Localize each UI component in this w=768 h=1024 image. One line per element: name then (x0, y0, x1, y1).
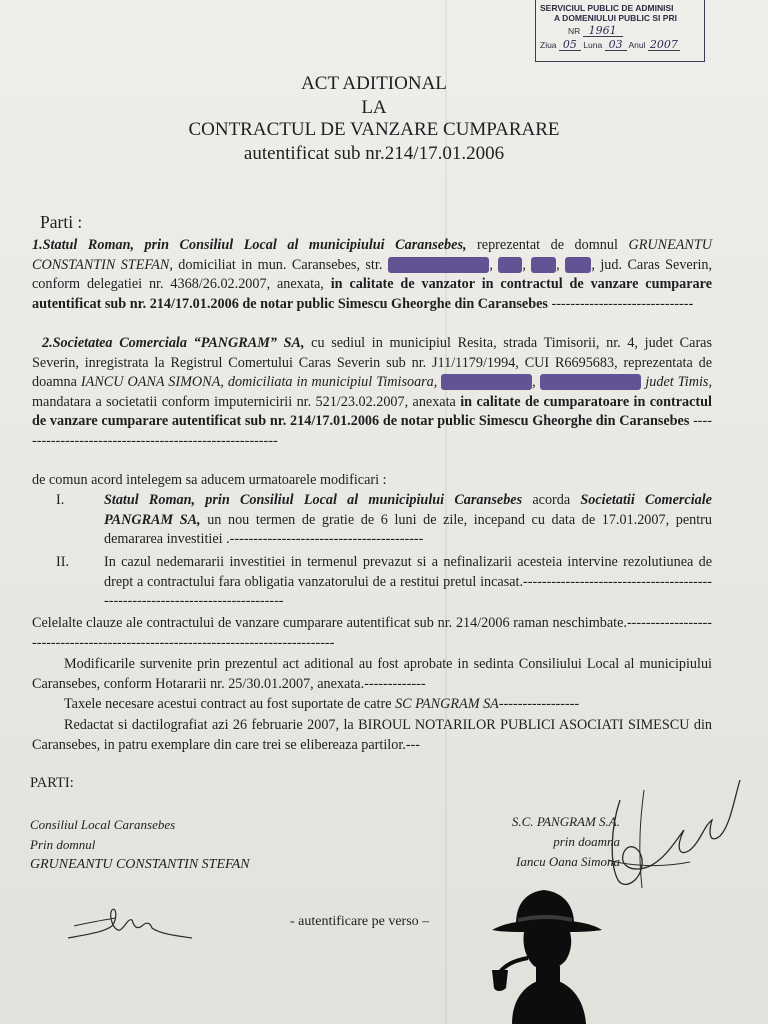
party-1-dashes: ------------------------------ (547, 295, 694, 312)
party-2-representative: IANCU OANA SIMONA, domiciliata in municipiul Timisoara, (80, 374, 442, 391)
sig-right-line-1: S.C. PANGRAM S.A. (511, 814, 620, 829)
redacted-apartment: ap. (567, 256, 590, 273)
item-party: Statul Roman, prin Consiliul Local al municipiului Caransebes (104, 492, 523, 508)
title-line-2: LA (361, 97, 387, 118)
party-2-text: mandatara a societatii conform imputernicirii nr. 521/23.02.2007, anexata (32, 393, 461, 410)
verso-note: - autentificare pe verso – (290, 914, 430, 929)
item-text: acorda (522, 492, 581, 508)
party-1-text: , domiciliat in mun. Caransebes, str. (169, 256, 388, 273)
party-1-text: , (522, 256, 532, 273)
signature-block-left (30, 815, 250, 875)
stamp-date-row (540, 40, 700, 51)
stamp-zi-label: Ziua (540, 40, 557, 50)
party-2-paragraph (32, 334, 712, 452)
redacted-block: bl. (500, 256, 521, 273)
item-number: II. (56, 554, 69, 570)
stamp-zi-value: 05 (559, 40, 581, 51)
party-1-text: , jud. Caras Severin, conform delegatiei nr. 4368/26.02.2007, anexata, (32, 256, 713, 293)
redacted-street: Aleea Narciselor (389, 256, 488, 273)
clauses-paragraph: Celelalte clauze ale contractului de vanzare cumparare autentificat sub nr. 214/2006 raman neschimbate.---------------------------------------------------------------------------------- (32, 615, 712, 651)
party-1-paragraph (32, 236, 712, 314)
stamp-nr-value: 1961 (583, 26, 623, 37)
sig-left-line-1: Consiliul Local Caransebes (30, 817, 176, 832)
party-2-text: , (532, 374, 540, 391)
item-number: I. (56, 492, 65, 508)
party-1-text: , (556, 256, 566, 273)
party-2-text: cu sediul in municipiul Resita, strada Timisorii, nr. 4, judet Caras Severin, inregistrata la Registrul Comertului Caras Severin sub nr. J11/1179/1994, CUI R6695683, reprezentata de doamna (32, 335, 712, 391)
sig-right-line-3: Iancu Oana Simona (516, 854, 620, 869)
title-line-3: CONTRACTUL DE VANZARE CUMPARARE (188, 119, 560, 140)
party-2-county: judet Timis, (641, 374, 712, 391)
title-line-4: autentificat sub nr.214/17.01.2006 (243, 143, 505, 164)
item-party: Societatii Comerciale PANGRAM SA, (104, 492, 712, 528)
stamp-luna-label: Luna (583, 40, 603, 50)
redacted-address: nr. 3, sc. A, ap. 4 (541, 374, 640, 391)
item-text: In cazul nedemararii investitiei in termenul prevazut si a nefinalizarii acesteia intervine rezolutiunea de drept a contractului fara obligatia vanzatorului de a restitui pretul incasat.------------------------------------------------------------------------------ (104, 554, 712, 610)
parti-footer: PARTI: (30, 775, 74, 791)
stamp-line-1: SERVICIUL PUBLIC DE ADMINISI (540, 3, 674, 13)
sig-left-line-2: Prin domnul (30, 837, 96, 852)
party-1-representative: GRUNEANTU CONSTANTIN STEFAN (32, 237, 713, 273)
taxes-text: Taxele necesare acestui contract au fost suportate de catre (64, 696, 396, 712)
list-item (56, 491, 712, 550)
handwritten-signature-left (60, 896, 200, 956)
stamp-line-2: A DOMENIULUI PUBLIC SI PRI (554, 13, 677, 23)
drafted-paragraph: Redactat si dactilografiat azi 26 februarie 2007, la BIROUL NOTARILOR PUBLICI ASOCIATI SIMESCU din Caransebes, in patru exemplare din care trei se elibereaza partilor.--- (32, 717, 712, 753)
redacted-street: strada Operetei (443, 374, 531, 391)
redacted-stair: sc. (533, 256, 555, 273)
taxes-company: SC PANGRAM SA (395, 696, 499, 712)
taxes-paragraph (32, 695, 712, 715)
title-line-1: ACT ADITIONAL (301, 73, 447, 94)
item-text: un nou termen de gratie de 6 luni de zile, incepand cu data de 17.01.2007, pentru demararea investitiei .----------------------------------------- (104, 511, 712, 548)
stamp-nr-row (540, 26, 700, 37)
sig-left-line-3: GRUNEANTU CONSTANTIN STEFAN (30, 857, 250, 872)
stamp-nr-label: NR (568, 26, 581, 36)
sig-right-line-2: prin doamna (553, 834, 620, 849)
parti-heading: Parti : (40, 212, 83, 232)
party-2-lead: 2.Societatea Comerciala “PANGRAM” SA, (42, 335, 305, 351)
stamp-anul-value: 2007 (649, 38, 678, 51)
party-1-capacity: in calitate de vanzator in contractul de vanzare cumparare autentificat sub nr. 214/17.01.2006 de notar public Simescu Gheorghe din Caransebes (32, 276, 712, 312)
stamp-anul-label: Anul (628, 40, 646, 50)
approval-paragraph: Modificarile survenite prin prezentul act aditional au fost aprobate in sedinta Consiliului Local al municipiului Caransebes, conform Hotararii nr. 25/30.01.2007, anexata.------------- (32, 656, 712, 692)
registry-stamp (535, 0, 705, 62)
party-1-lead: 1.Statul Roman, prin Consiliul Local al municipiului Caransebes, (32, 237, 467, 253)
party-1-text: , (489, 256, 499, 273)
list-item (56, 553, 712, 612)
detective-silhouette-icon (486, 874, 606, 1024)
party-2-dashes: -------------------------------------------------------- (32, 413, 712, 449)
party-2-capacity: in calitate de cumparatoare in contractul de vanzare cumparare autentificat sub nr. 214/17.01.2006 de notar public Simescu Gheorghe din Caransebes (32, 393, 712, 430)
party-1-text: reprezentat de domnul (466, 237, 629, 253)
intro-line: de comun acord intelegem sa aducem urmatoarele modificari : (32, 472, 387, 488)
stamp-luna-value: 03 (605, 40, 627, 51)
taxes-dashes: ----------------- (498, 696, 580, 712)
